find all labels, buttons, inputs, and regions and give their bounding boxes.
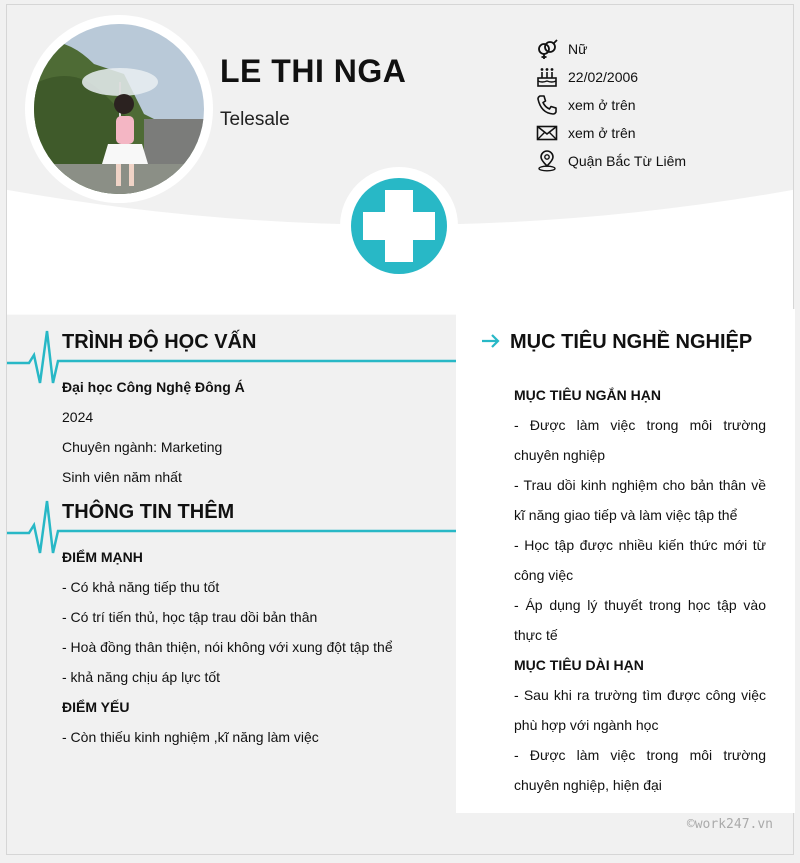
contact-birthday	[536, 63, 776, 91]
short-term-title: MỤC TIÊU NGẮN HẠN	[514, 387, 661, 403]
contact-gender	[536, 35, 776, 63]
watermark: ©work247.vn	[686, 817, 773, 832]
birthday-value: 22/02/2006	[568, 69, 639, 85]
objective-title: MỤC TIÊU NGHỀ NGHIỆP	[510, 331, 753, 353]
school-major: Chuyên ngành: Marketing	[62, 439, 223, 455]
long-term-title: MỤC TIÊU DÀI HẠN	[514, 657, 644, 673]
arrow-right-icon	[481, 331, 501, 351]
cv-page	[6, 4, 794, 855]
strength-item: - Có trí tiến thủ, học tập trau dồi bản thân	[62, 609, 318, 625]
long-term-item: - Sau khi ra trường tìm được công việc phù hợp với ngành học	[514, 687, 766, 733]
left-column	[7, 309, 456, 829]
email-icon	[536, 122, 558, 144]
strength-item: - khả năng chịu áp lực tốt	[62, 669, 221, 685]
email-value: xem ở trên	[568, 125, 636, 141]
short-term-item: - Học tập được nhiều kiến thức mới từ công việc	[514, 537, 766, 583]
education-title: TRÌNH ĐỘ HỌC VẤN	[62, 331, 257, 353]
medical-cross-icon	[351, 178, 447, 274]
location-pin-icon	[536, 150, 558, 172]
phone-value: xem ở trên	[568, 97, 636, 113]
extra-heading	[7, 479, 456, 537]
strengths-title: ĐIỂM MẠNH	[62, 549, 143, 565]
short-term-item: - Trau dồi kinh nghiệm cho bản thân về kĩ năng giao tiếp và làm việc tập thể	[514, 477, 766, 523]
right-column	[456, 309, 795, 813]
strength-item: - Có khả năng tiếp thu tốt	[62, 579, 220, 595]
school-year: 2024	[62, 409, 94, 425]
short-term-item: - Được làm việc trong môi trường chuyên nghiệp	[514, 417, 766, 463]
avatar-photo	[34, 24, 204, 194]
gender-value: Nữ	[568, 41, 588, 57]
birthday-cake-icon	[536, 66, 558, 88]
address-value: Quận Bắc Từ Liêm	[568, 153, 687, 169]
short-term-item: - Áp dụng lý thuyết trong học tập vào thực tế	[514, 597, 766, 643]
contact-email	[536, 119, 776, 147]
long-term-item: - Được làm việc trong môi trường chuyên nghiệp, hiện đại	[514, 747, 766, 793]
candidate-role: Telesale	[220, 109, 290, 130]
school-name: Đại học Công Nghệ Đông Á	[62, 379, 245, 395]
weaknesses-title: ĐIỂM YẾU	[62, 699, 130, 715]
contact-list	[536, 35, 776, 175]
weakness-item: - Còn thiếu kinh nghiệm ,kĩ năng làm việc	[62, 729, 319, 745]
contact-address	[536, 147, 776, 175]
extra-title: THÔNG TIN THÊM	[62, 501, 235, 523]
contact-phone	[536, 91, 776, 119]
education-heading	[7, 309, 456, 367]
phone-icon	[536, 94, 558, 116]
avatar	[34, 24, 204, 194]
gender-icon	[536, 38, 558, 60]
strength-item: - Hoà đồng thân thiện, nói không với xung đột tập thể	[62, 639, 393, 655]
candidate-name: LE THI NGA	[220, 53, 407, 89]
school-status: Sinh viên năm nhất	[62, 469, 182, 485]
